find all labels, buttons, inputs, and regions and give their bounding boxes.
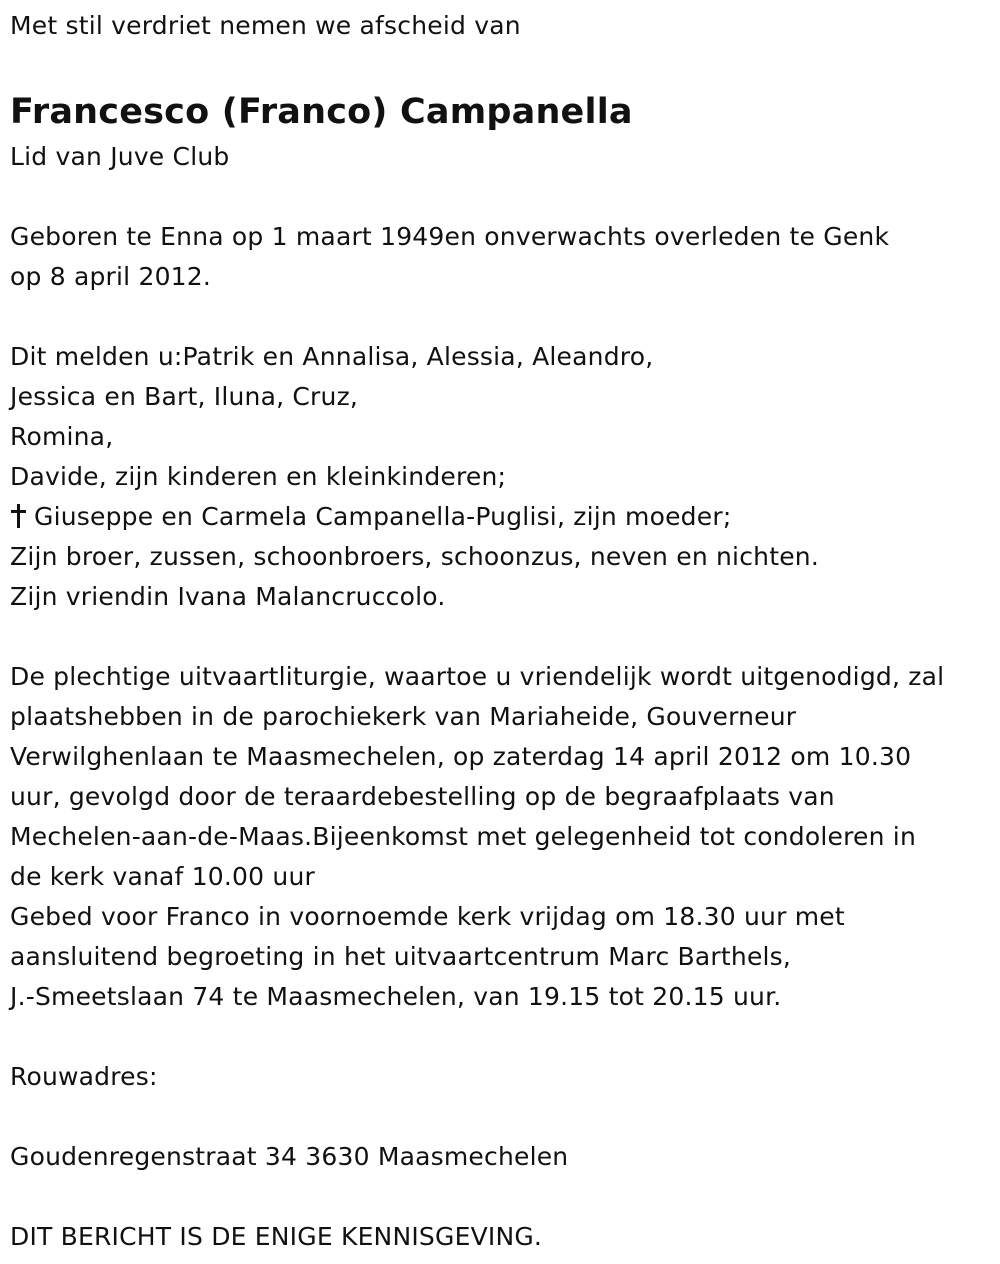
- ceremony-line: plaatshebben in de parochiekerk van Mariaheide, Gouverneur: [10, 702, 797, 731]
- ceremony-line: de kerk vanaf 10.00 uur: [10, 862, 315, 891]
- announcer-line: Jessica en Bart, Iluna, Cruz,: [10, 382, 359, 411]
- announcer-line: Davide, zijn kinderen en kleinkinderen;: [10, 462, 507, 491]
- death-notice: [10, 0, 995, 1257]
- deceased-name: Francesco (Franco) Campanella: [10, 92, 633, 132]
- birth-death-paragraph: [10, 217, 995, 297]
- ceremony-line: uur, gevolgd door de teraardebestelling op de begraafplaats van: [10, 782, 835, 811]
- membership-text: Lid van Juve Club: [10, 142, 230, 171]
- cross-icon: [10, 504, 26, 528]
- ceremony-paragraph: [10, 657, 995, 1017]
- relatives-line: Zijn vriendin Ivana Malancruccolo.: [10, 582, 446, 611]
- deceased-parents-line: [10, 497, 995, 537]
- deceased-parents-text: Giuseppe en Carmela Campanella-Puglisi, zijn moeder;: [34, 502, 732, 531]
- ceremony-line: J.-Smeetslaan 74 te Maasmechelen, van 19.15 tot 20.15 uur.: [10, 982, 782, 1011]
- announcers-paragraph: [10, 337, 995, 617]
- ceremony-line: Gebed voor Franco in voornoemde kerk vrijdag om 18.30 uur met: [10, 902, 845, 931]
- announcer-line: Romina,: [10, 422, 114, 451]
- relatives-line: Zijn broer, zussen, schoonbroers, schoonzus, neven en nichten.: [10, 542, 819, 571]
- ceremony-line: Mechelen-aan-de-Maas.Bijeenkomst met gelegenheid tot condoleren in: [10, 822, 916, 851]
- ceremony-line: aansluitend begroeting in het uitvaartcentrum Marc Barthels,: [10, 942, 792, 971]
- birth-death-line: Geboren te Enna op 1 maart 1949en onverwachts overleden te Genk: [10, 222, 890, 251]
- ceremony-line: De plechtige uitvaartliturgie, waartoe u vriendelijk wordt uitgenodigd, zal: [10, 662, 945, 691]
- mourning-address: Goudenregenstraat 34 3630 Maasmechelen: [10, 1142, 569, 1171]
- ceremony-line: Verwilghenlaan te Maasmechelen, op zaterdag 14 april 2012 om 10.30: [10, 742, 912, 771]
- mourning-address-label: Rouwadres:: [10, 1062, 158, 1091]
- birth-death-line: op 8 april 2012.: [10, 262, 212, 291]
- intro-text: Met stil verdriet nemen we afscheid van: [10, 11, 521, 40]
- closing-notice: DIT BERICHT IS DE ENIGE KENNISGEVING.: [10, 1222, 543, 1251]
- announcer-line: Dit melden u:Patrik en Annalisa, Alessia, Aleandro,: [10, 342, 654, 371]
